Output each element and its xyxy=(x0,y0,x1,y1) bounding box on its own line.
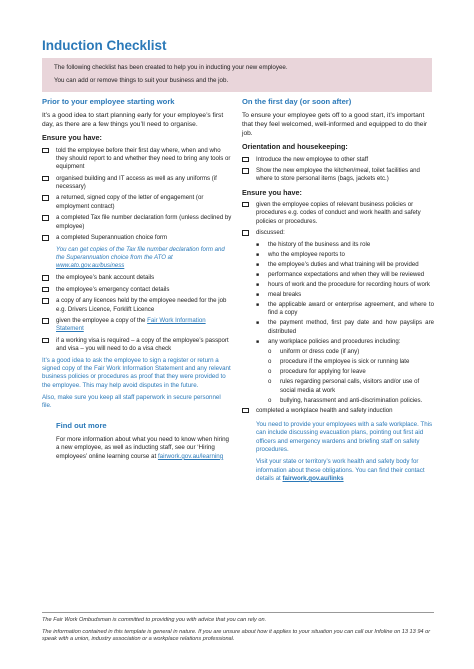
safe-workplace-note: You need to provide your employees with a safe workplace. This can include discussing evacuation plans, pointing out first aid officers and emergency wardens and briefing staff on safety procedures. xyxy=(256,421,433,453)
circle-bullet-icon: o xyxy=(268,396,272,404)
checkbox[interactable] xyxy=(42,298,49,304)
list-item: ■ the history of the business and its role xyxy=(256,240,371,248)
checkbox[interactable] xyxy=(42,148,49,154)
bullet-icon: ■ xyxy=(256,261,260,268)
checklist-item[interactable]: completed a workplace health and safety induction xyxy=(242,407,434,415)
sub-list-item: o procedure for applying for leave xyxy=(268,368,366,376)
left-column xyxy=(42,98,232,465)
checkbox[interactable] xyxy=(42,338,49,344)
first-day-heading: On the first day (or soon after) xyxy=(242,97,352,106)
list-item: ■ hours of work and the procedure for recording hours of work xyxy=(256,280,430,288)
circle-bullet-icon: o xyxy=(268,368,272,376)
footer-line-1: The Fair Work Ombudsman is committed to providing you with advice that you can rely on. xyxy=(42,617,267,623)
first-day-intro: To ensure your employee gets off to a good start, it’s important that they feel welcomed, well-informed and equipped to do their job. xyxy=(242,112,428,138)
checklist-item[interactable]: a completed Tax file number declaration form (unless declined by employee) xyxy=(42,214,232,231)
banner-line-2: You can add or remove things to suit your business and the job. xyxy=(54,76,229,84)
checklist-item[interactable]: Show the new employee the kitchen/meal, toilet facilities and where to store personal items (bags, jackets etc.) xyxy=(242,167,434,184)
checkbox[interactable] xyxy=(242,408,249,414)
fair-work-statement-link[interactable]: Fair Work Information Statement xyxy=(56,317,206,333)
checkbox[interactable] xyxy=(242,202,249,208)
ato-link[interactable]: www.ato.gov.au/business xyxy=(56,262,125,270)
sub-list-item: o rules regarding personal calls, visitors and/or use of social media at work xyxy=(268,378,420,394)
intro-banner xyxy=(42,58,432,92)
checklist-item[interactable]: the employee’s bank account details xyxy=(42,274,232,282)
page-title: Induction Checklist xyxy=(42,38,167,53)
footer xyxy=(42,612,434,648)
bullet-icon: ■ xyxy=(256,251,260,258)
find-out-more-heading: Find out more xyxy=(56,421,107,431)
checkbox[interactable] xyxy=(242,157,249,163)
right-ensure-heading: Ensure you have: xyxy=(242,187,302,197)
bullet-icon: ■ xyxy=(256,302,260,309)
checklist-item[interactable]: if a working visa is required – a copy of the employee’s passport and visa – you will need to do a visa check xyxy=(42,337,232,354)
sub-list-item: o bullying, harassment and anti-discrimination policies. xyxy=(268,396,423,404)
bullet-icon: ■ xyxy=(256,281,260,288)
checkbox[interactable] xyxy=(42,176,49,182)
sub-list-item: o procedure if the employee is sick or running late xyxy=(268,358,410,366)
checkbox[interactable] xyxy=(42,275,49,281)
orientation-heading: Orientation and housekeeping: xyxy=(242,142,348,152)
circle-bullet-icon: o xyxy=(268,378,272,386)
sub-list-item: o uniform or dress code (if any) xyxy=(268,347,360,355)
bullet-icon: ■ xyxy=(256,292,260,298)
checkbox[interactable] xyxy=(42,215,49,221)
checklist-item[interactable]: given the employee copies of relevant business policies or procedures e.g. codes of conduct and work health and safety policies or procedures. xyxy=(242,201,434,226)
list-item: ■ performance expectations and when they will be reviewed xyxy=(256,270,425,278)
tax-form-note: You can get copies of the Tax file number declaration form and the Superannuation choice from the ATO at www.ato.gov.au/business xyxy=(56,245,225,270)
banner-line-1: The following checklist has been created to help you in inducting your new employee. xyxy=(54,64,288,71)
checklist-item[interactable]: given the employee a copy of the Fair Work Information Statement xyxy=(42,317,232,334)
list-item: ■ the employee’s duties and what training will be provided xyxy=(256,260,419,268)
links-link[interactable]: fairwork.gov.au/links xyxy=(282,474,344,482)
find-out-more-text: For more information about what you need to know when hiring a new employee, as well as inducting staff, see our ‘Hiring employees’ online learning course at fairwork.gov.au/learning xyxy=(56,435,230,460)
checklist-item[interactable]: a copy of any licences held by the employee needed for the job e.g. Drivers Licence, Forklift Licence xyxy=(42,297,232,314)
circle-bullet-icon: o xyxy=(268,347,272,355)
checklist-item[interactable]: told the employee before their first day where, when and who they should report to and whether they need to bring any tools or equipment xyxy=(42,147,232,172)
register-note: It’s a good idea to ask the employee to sign a register or return a signed copy of the Fair Work Information Statement and any relevant business policies or procedures as proof that they were provided to the employee. This may help avoid disputes in the future. xyxy=(42,356,231,389)
checklist-item[interactable]: Introduce the new employee to other staff xyxy=(242,156,434,164)
list-item: ■ meal breaks xyxy=(256,291,302,298)
bullet-icon: ■ xyxy=(256,241,260,248)
list-item: ■ the applicable award or enterprise agreement, and where to find a copy xyxy=(256,301,434,317)
checklist-item[interactable]: discussed: xyxy=(242,229,434,237)
checkbox[interactable] xyxy=(42,195,49,201)
list-item: ■ the payment method, first pay date and how payslips are distributed xyxy=(256,319,434,335)
checkbox[interactable] xyxy=(242,168,249,174)
bullet-icon: ■ xyxy=(256,338,260,345)
whs-body-note: Visit your state or territory’s work health and safety body for information about these obligations. You can find their contact details at fairwork.gov.au/links xyxy=(256,458,425,482)
left-ensure-heading: Ensure you have: xyxy=(42,133,102,143)
checklist-item[interactable]: organised building and IT access as well as any uniforms (if necessary) xyxy=(42,175,232,192)
checkbox[interactable] xyxy=(42,318,49,324)
checkbox[interactable] xyxy=(42,235,49,241)
bullet-icon: ■ xyxy=(256,320,260,327)
checklist-item[interactable]: the employee’s emergency contact details xyxy=(42,286,232,294)
footer-line-2: The information contained in this template is general in nature. If you are unsure about how it applies to your situation you can call our Infoline on 13 13 94 or speak with a union, industry association or a workplace relations professional. xyxy=(42,629,431,642)
list-item: ■ any workplace policies and procedures including: xyxy=(256,337,401,345)
learning-link[interactable]: fairwork.gov.au/learning xyxy=(157,452,224,460)
checkbox[interactable] xyxy=(42,287,49,293)
paperwork-note: Also, make sure you keep all staff paperwork in secure personnel file. xyxy=(42,393,221,410)
prior-intro: It’s a good idea to start planning early for your employee’s first day, as there are a few things you’ll need to organise. xyxy=(42,112,224,129)
checkbox[interactable] xyxy=(242,230,249,236)
bullet-icon: ■ xyxy=(256,271,260,278)
prior-heading: Prior to your employee starting work xyxy=(42,97,175,106)
checklist-item[interactable]: a returned, signed copy of the letter of engagement (or employment contract) xyxy=(42,194,232,211)
circle-bullet-icon: o xyxy=(268,358,272,366)
list-item: ■ who the employee reports to xyxy=(256,250,345,258)
checklist-item[interactable]: a completed Superannuation choice form xyxy=(42,234,232,242)
right-column xyxy=(242,98,434,487)
